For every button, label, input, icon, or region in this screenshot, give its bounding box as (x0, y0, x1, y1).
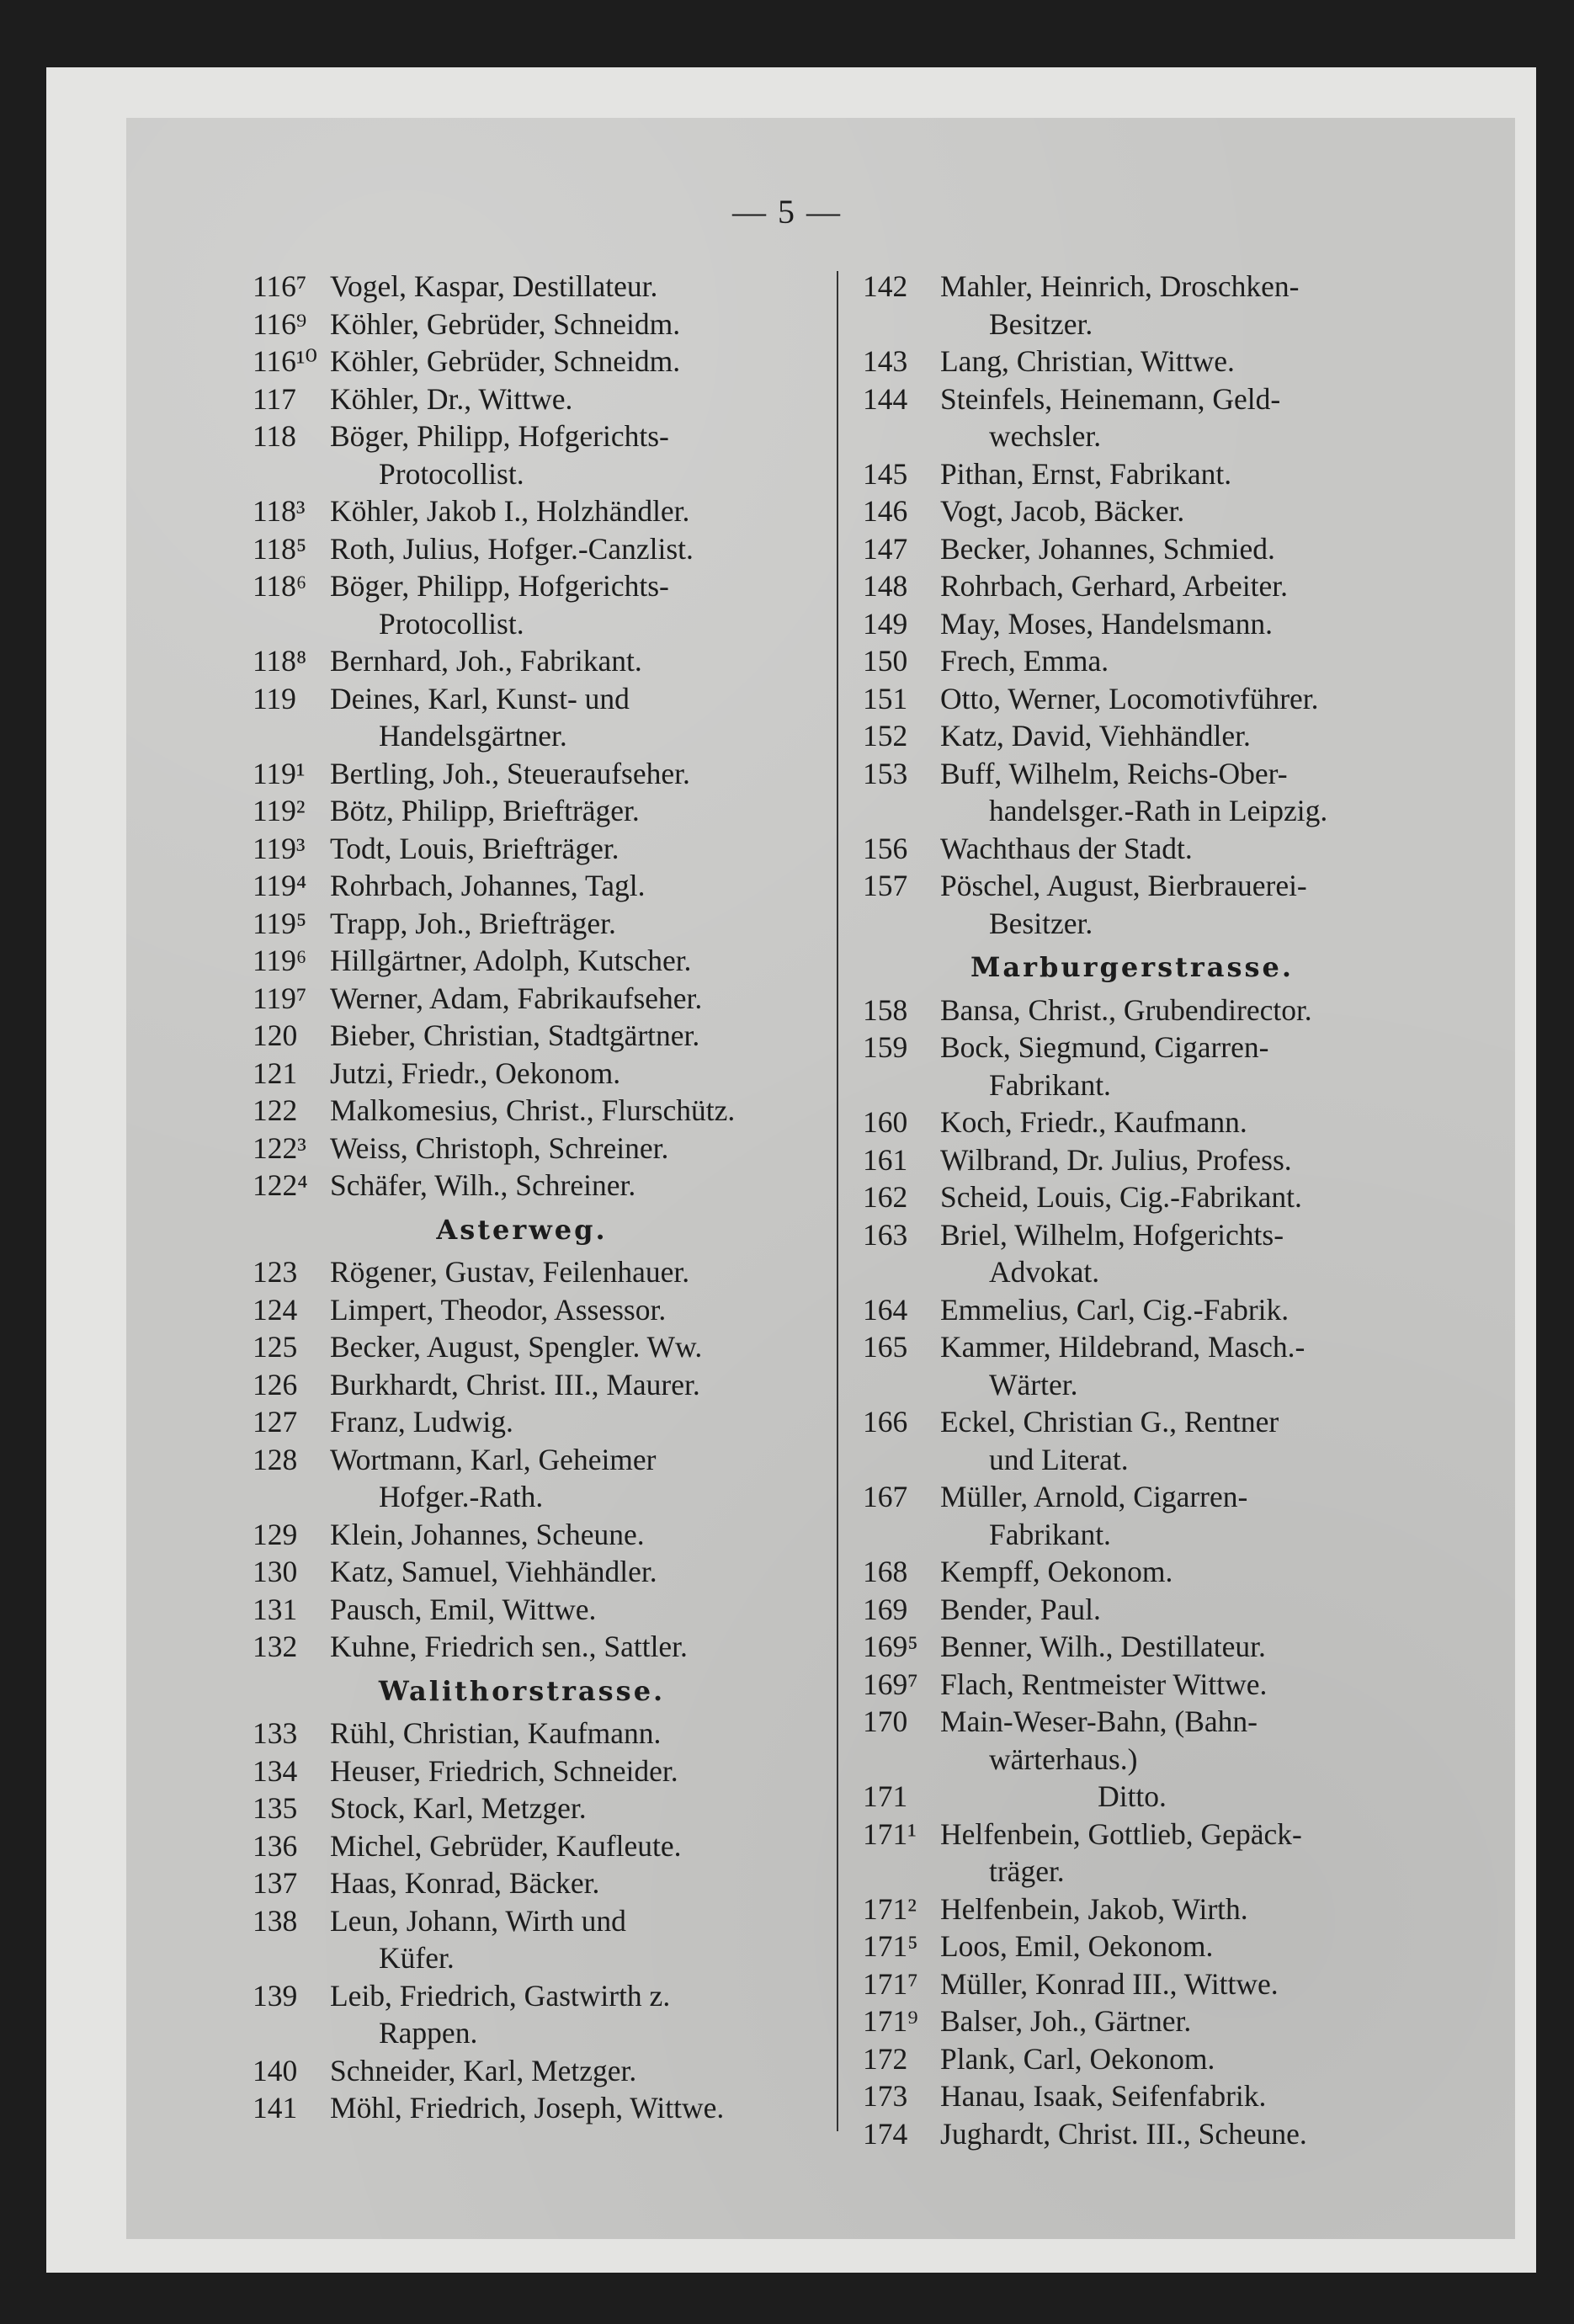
directory-entry (863, 1703, 1401, 1778)
house-number: 119³ (253, 831, 306, 865)
house-number: 153 (863, 756, 908, 790)
directory-entry (253, 1403, 791, 1441)
directory-entry (253, 1977, 791, 2052)
resident-name: Emmelius, Carl, Cig.-Fabrik. (940, 1292, 1290, 1327)
house-number: 152 (863, 719, 908, 753)
directory-entry (253, 980, 791, 1018)
resident-name: Otto, Werner, Locomotivführer. (940, 681, 1319, 715)
house-number: 173 (863, 2079, 908, 2113)
resident-name: Benner, Wilh., Destillateur. (940, 1630, 1266, 1663)
entry-continuation: Handelsgärtner. (379, 719, 567, 753)
house-number: 118⁶ (253, 569, 307, 603)
directory-entry (253, 1752, 791, 1790)
resident-name: Becker, August, Spengler. Ww. (330, 1330, 703, 1364)
house-number: 145 (863, 456, 908, 491)
house-number: 135 (253, 1791, 298, 1825)
house-number: 116⁹ (253, 306, 307, 341)
resident-name: Plank, Carl, Oekonom. (940, 2041, 1215, 2076)
entry-continuation: Fabrikant. (989, 1067, 1111, 1102)
house-number: 128 (253, 1442, 298, 1476)
resident-name: Heuser, Friedrich, Schneider. (330, 1753, 678, 1788)
resident-name: Buff, Wilhelm, Reichs-Ober- (940, 756, 1288, 790)
resident-name: Bieber, Christian, Stadtgärtner. (330, 1018, 700, 1052)
resident-name: Ditto. (1098, 1779, 1167, 1813)
resident-name: Jutzi, Friedr., Oekonom. (330, 1056, 621, 1090)
resident-name: Katz, David, Viehhändler. (940, 719, 1251, 753)
directory-entry (863, 680, 1401, 718)
directory-entry (253, 1092, 791, 1130)
house-number: 132 (253, 1630, 298, 1663)
directory-entry (253, 792, 791, 830)
house-number: 134 (253, 1753, 298, 1788)
house-number: 172 (863, 2041, 908, 2076)
resident-name: Malkomesius, Christ., Flurschütz. (330, 1093, 736, 1127)
directory-entry (253, 1790, 791, 1827)
directory-entry (253, 567, 791, 642)
house-number: 122⁴ (253, 1168, 308, 1202)
directory-entry (253, 1017, 791, 1055)
resident-name: Wachthaus der Stadt. (940, 831, 1193, 865)
house-number: 141 (253, 2091, 298, 2125)
house-number: 171⁷ (863, 1966, 918, 2001)
house-number: 126 (253, 1367, 298, 1401)
directory-entry (253, 680, 791, 755)
house-number: 167 (863, 1480, 908, 1513)
resident-name: Vogel, Kaspar, Destillateur. (330, 269, 658, 303)
resident-name: Köhler, Dr., Wittwe. (330, 381, 573, 416)
house-number: 138 (253, 1903, 298, 1938)
directory-entry (863, 343, 1401, 380)
resident-name: Mahler, Heinrich, Droschken- (940, 269, 1300, 303)
resident-name: Michel, Gebrüder, Kaufleute. (330, 1828, 682, 1863)
house-number: 151 (863, 681, 908, 715)
resident-name: Helfenbein, Gottlieb, Gepäck- (940, 1816, 1302, 1851)
resident-name: Leun, Johann, Wirth und (330, 1903, 626, 1938)
entry-continuation: wärterhaus.) (989, 1742, 1138, 1776)
directory-entry (863, 1104, 1401, 1141)
directory-entry (253, 417, 791, 492)
resident-name: Klein, Johannes, Scheune. (330, 1517, 645, 1551)
house-number: 133 (253, 1716, 298, 1750)
directory-entry (253, 1553, 791, 1591)
directory-entry (253, 306, 791, 343)
resident-name: Müller, Arnold, Cigarren- (940, 1480, 1248, 1513)
house-number: 165 (863, 1330, 908, 1364)
resident-name: May, Moses, Handelsmann. (940, 606, 1274, 641)
resident-name: Weiss, Christoph, Schreiner. (330, 1130, 669, 1165)
resident-name: Lang, Christian, Wittwe. (940, 344, 1235, 378)
directory-entry (253, 1253, 791, 1291)
house-number: 121 (253, 1056, 298, 1090)
entry-continuation: Küfer. (379, 1941, 455, 1975)
directory-entry (863, 1666, 1401, 1704)
right-column (863, 268, 1401, 2152)
directory-entry (863, 1816, 1401, 1891)
resident-name: Müller, Konrad III., Wittwe. (940, 1966, 1279, 2001)
house-number: 118⁸ (253, 644, 307, 678)
directory-entry (863, 992, 1401, 1029)
entry-continuation: wechsler. (989, 419, 1102, 453)
house-number: 169⁵ (863, 1630, 918, 1663)
page-number: — 5 — (732, 193, 842, 231)
resident-name: Todt, Louis, Briefträger. (330, 831, 619, 865)
house-number: 118⁵ (253, 531, 307, 566)
resident-name: Steinfels, Heinemann, Geld- (940, 381, 1281, 416)
entry-continuation: Protocollist. (379, 606, 524, 641)
resident-name: Rögener, Gustav, Feilenhauer. (330, 1255, 690, 1289)
directory-entry (863, 492, 1401, 530)
house-number: 161 (863, 1142, 908, 1177)
resident-name: Bertling, Joh., Steueraufseher. (330, 756, 690, 790)
directory-entry (863, 755, 1401, 830)
directory-entry (863, 2002, 1401, 2040)
entry-continuation: und Literat. (989, 1442, 1129, 1476)
house-number: 130 (253, 1555, 298, 1588)
directory-entry (863, 1216, 1401, 1291)
directory-entry (863, 605, 1401, 643)
directory-entry (863, 1178, 1401, 1216)
directory-entry (253, 942, 791, 980)
resident-name: Köhler, Gebrüder, Schneidm. (330, 306, 681, 341)
resident-name: Frech, Emma. (940, 644, 1109, 678)
resident-name: Flach, Rentmeister Wittwe. (940, 1667, 1268, 1701)
house-number: 117 (253, 381, 296, 416)
resident-name: Koch, Friedr., Kaufmann. (940, 1105, 1247, 1139)
directory-entry (863, 455, 1401, 493)
house-number: 164 (863, 1292, 908, 1327)
resident-name: Kuhne, Friedrich sen., Sattler. (330, 1630, 688, 1663)
entry-continuation: Fabrikant. (989, 1517, 1111, 1551)
resident-name: Katz, Samuel, Viehhändler. (330, 1555, 657, 1588)
house-number: 118³ (253, 494, 306, 528)
resident-name: Rohrbach, Gerhard, Arbeiter. (940, 569, 1289, 603)
house-number: 159 (863, 1030, 908, 1064)
directory-entry (253, 642, 791, 680)
house-number: 124 (253, 1292, 298, 1327)
resident-name: Franz, Ludwig. (330, 1405, 513, 1439)
house-number: 136 (253, 1828, 298, 1863)
directory-entry (253, 1366, 791, 1404)
directory-entry (253, 867, 791, 905)
resident-name: Kammer, Hildebrand, Masch.- (940, 1330, 1305, 1364)
directory-entry (863, 1591, 1401, 1629)
house-number: 146 (863, 494, 908, 528)
entry-continuation: Advokat. (989, 1255, 1100, 1289)
directory-entry (863, 1029, 1401, 1104)
house-number: 170 (863, 1704, 908, 1738)
house-number: 147 (863, 531, 908, 566)
resident-name: Scheid, Louis, Cig.-Fabrikant. (940, 1180, 1302, 1214)
directory-entry (253, 905, 791, 943)
resident-name: Pithan, Ernst, Fabrikant. (940, 456, 1232, 491)
directory-entry (863, 1328, 1401, 1403)
house-number: 119 (253, 681, 296, 715)
resident-name: Wortmann, Karl, Geheimer (330, 1442, 657, 1476)
resident-name: Leib, Friedrich, Gastwirth z. (330, 1978, 671, 2013)
directory-entry (863, 1628, 1401, 1666)
house-number: 163 (863, 1217, 908, 1252)
house-number: 168 (863, 1555, 908, 1588)
directory-entry (253, 1902, 791, 1977)
house-number: 150 (863, 644, 908, 678)
resident-name: Köhler, Jakob I., Holzhändler. (330, 494, 690, 528)
directory-entry (253, 380, 791, 418)
resident-name: Becker, Johannes, Schmied. (940, 531, 1275, 566)
house-number: 171 (863, 1779, 908, 1813)
resident-name: Limpert, Theodor, Assessor. (330, 1292, 667, 1327)
resident-name: Burkhardt, Christ. III., Maurer. (330, 1367, 700, 1401)
house-number: 118 (253, 419, 296, 453)
resident-name: Pöschel, August, Bierbrauerei- (940, 869, 1307, 902)
entry-continuation: handelsger.-Rath in Leipzig. (989, 794, 1328, 827)
house-number: 119¹ (253, 756, 306, 790)
house-number: 171¹ (863, 1816, 917, 1851)
directory-entry (863, 380, 1401, 455)
resident-name: Schäfer, Wilh., Schreiner. (330, 1168, 636, 1202)
house-number: 116¹⁰ (253, 344, 317, 378)
entry-continuation: Rappen. (379, 2016, 478, 2050)
resident-name: Jughardt, Christ. III., Scheune. (940, 2116, 1307, 2151)
street-heading: Marburgerstrasse. (970, 951, 1295, 983)
directory-entry (863, 1403, 1401, 1478)
resident-name: Stock, Karl, Metzger. (330, 1791, 587, 1825)
directory-entry (863, 1778, 1401, 1816)
directory-entry (863, 1965, 1401, 2003)
resident-name: Schneider, Karl, Metzger. (330, 2053, 637, 2087)
directory-entry (253, 1516, 791, 1554)
resident-name: Bender, Paul. (940, 1592, 1101, 1626)
house-number: 122 (253, 1093, 298, 1127)
resident-name: Möhl, Friedrich, Joseph, Wittwe. (330, 2091, 725, 2125)
resident-name: Böger, Philipp, Hofgerichts- (330, 569, 669, 603)
resident-name: Deines, Karl, Kunst- und (330, 681, 630, 715)
left-column (253, 268, 791, 2127)
house-number: 127 (253, 1405, 298, 1439)
house-number: 160 (863, 1105, 908, 1139)
house-number: 157 (863, 869, 908, 902)
directory-entry (253, 343, 791, 380)
column-divider (837, 271, 838, 2131)
resident-name: Balser, Joh., Gärtner. (940, 2004, 1192, 2038)
house-number: 119⁵ (253, 906, 307, 940)
house-number: 169 (863, 1592, 908, 1626)
house-number: 171⁵ (863, 1929, 918, 1963)
entry-continuation: Protocollist. (379, 456, 524, 491)
directory-entry (253, 2089, 791, 2127)
resident-name: Haas, Konrad, Bäcker. (330, 1866, 600, 1900)
house-number: 140 (253, 2053, 298, 2087)
resident-name: Trapp, Joh., Briefträger. (330, 906, 616, 940)
directory-entry (253, 530, 791, 568)
house-number: 139 (253, 1978, 298, 2013)
directory-entry (863, 1891, 1401, 1928)
entry-continuation: Wärter. (989, 1367, 1078, 1401)
house-number: 122³ (253, 1130, 306, 1165)
directory-entry (863, 530, 1401, 568)
directory-entry (253, 1328, 791, 1366)
resident-name: Helfenbein, Jakob, Wirth. (940, 1891, 1248, 1926)
directory-entry (253, 1827, 791, 1865)
directory-entry (863, 1478, 1401, 1553)
house-number: 169⁷ (863, 1667, 918, 1701)
house-number: 116⁷ (253, 269, 307, 303)
house-number: 148 (863, 569, 908, 603)
house-number: 119⁷ (253, 981, 307, 1015)
resident-name: Bock, Siegmund, Cigarren- (940, 1030, 1269, 1064)
directory-entry (253, 1291, 791, 1329)
directory-entry (863, 1928, 1401, 1965)
resident-name: Wilbrand, Dr. Julius, Profess. (940, 1142, 1292, 1177)
resident-name: Köhler, Gebrüder, Schneidm. (330, 344, 681, 378)
resident-name: Eckel, Christian G., Rentner (940, 1405, 1279, 1439)
directory-entry (863, 830, 1401, 868)
directory-entry (253, 1591, 791, 1629)
resident-name: Hanau, Isaak, Seifenfabrik. (940, 2079, 1267, 2113)
house-number: 149 (863, 606, 908, 641)
directory-entry (253, 1130, 791, 1167)
directory-entry (863, 717, 1401, 755)
street-heading: Asterweg. (436, 1213, 608, 1246)
house-number: 142 (863, 269, 908, 303)
directory-entry (863, 567, 1401, 605)
resident-name: Bötz, Philipp, Briefträger. (330, 794, 640, 827)
house-number: 129 (253, 1517, 298, 1551)
entry-continuation: Besitzer. (989, 906, 1093, 940)
resident-name: Böger, Philipp, Hofgerichts- (330, 419, 669, 453)
directory-entry (863, 2040, 1401, 2078)
house-number: 156 (863, 831, 908, 865)
directory-entry (253, 2052, 791, 2090)
entry-continuation: träger. (989, 1854, 1065, 1888)
directory-entry (253, 1167, 791, 1205)
house-number: 143 (863, 344, 908, 378)
house-number: 171² (863, 1891, 917, 1926)
house-number: 137 (253, 1866, 298, 1900)
resident-name: Pausch, Emil, Wittwe. (330, 1592, 597, 1626)
house-number: 131 (253, 1592, 298, 1626)
resident-name: Rühl, Christian, Kaufmann. (330, 1716, 662, 1750)
street-heading: Walithorstrasse. (378, 1674, 666, 1707)
house-number: 144 (863, 381, 908, 416)
directory-entry (863, 1141, 1401, 1179)
directory-entry (863, 1553, 1401, 1591)
resident-name: Rohrbach, Johannes, Tagl. (330, 869, 646, 902)
entry-continuation: Besitzer. (989, 306, 1093, 341)
directory-entry (253, 1864, 791, 1902)
directory-entry (863, 2115, 1401, 2153)
house-number: 119⁶ (253, 944, 307, 977)
directory-entry (253, 268, 791, 306)
directory-entry (253, 830, 791, 868)
directory-entry (253, 492, 791, 530)
house-number: 125 (253, 1330, 298, 1364)
house-number: 174 (863, 2116, 908, 2151)
resident-name: Kempff, Oekonom. (940, 1555, 1173, 1588)
directory-entry (253, 1628, 791, 1666)
resident-name: Main-Weser-Bahn, (Bahn- (940, 1704, 1258, 1738)
resident-name: Loos, Emil, Oekonom. (940, 1929, 1214, 1963)
directory-entry (863, 1291, 1401, 1329)
directory-entry (863, 642, 1401, 680)
house-number: 162 (863, 1180, 908, 1214)
house-number: 120 (253, 1018, 298, 1052)
directory-entry (253, 1055, 791, 1093)
directory-entry (863, 867, 1401, 942)
directory-entry (253, 1715, 791, 1752)
house-number: 119⁴ (253, 869, 307, 902)
resident-name: Vogt, Jacob, Bäcker. (940, 494, 1185, 528)
directory-entry (253, 755, 791, 793)
house-number: 119² (253, 794, 306, 827)
house-number: 166 (863, 1405, 908, 1439)
resident-name: Bansa, Christ., Grubendirector. (940, 992, 1312, 1027)
directory-entry (863, 268, 1401, 343)
resident-name: Briel, Wilhelm, Hofgerichts- (940, 1217, 1284, 1252)
resident-name: Bernhard, Joh., Fabrikant. (330, 644, 642, 678)
resident-name: Werner, Adam, Fabrikaufseher. (330, 981, 703, 1015)
entry-continuation: Hofger.-Rath. (379, 1480, 544, 1513)
directory-entry (253, 1441, 791, 1516)
house-number: 171⁹ (863, 2004, 918, 2038)
resident-name: Roth, Julius, Hofger.-Canzlist. (330, 531, 694, 566)
directory-entry (863, 2077, 1401, 2115)
resident-name: Hillgärtner, Adolph, Kutscher. (330, 944, 692, 977)
house-number: 123 (253, 1255, 298, 1289)
house-number: 158 (863, 992, 908, 1027)
